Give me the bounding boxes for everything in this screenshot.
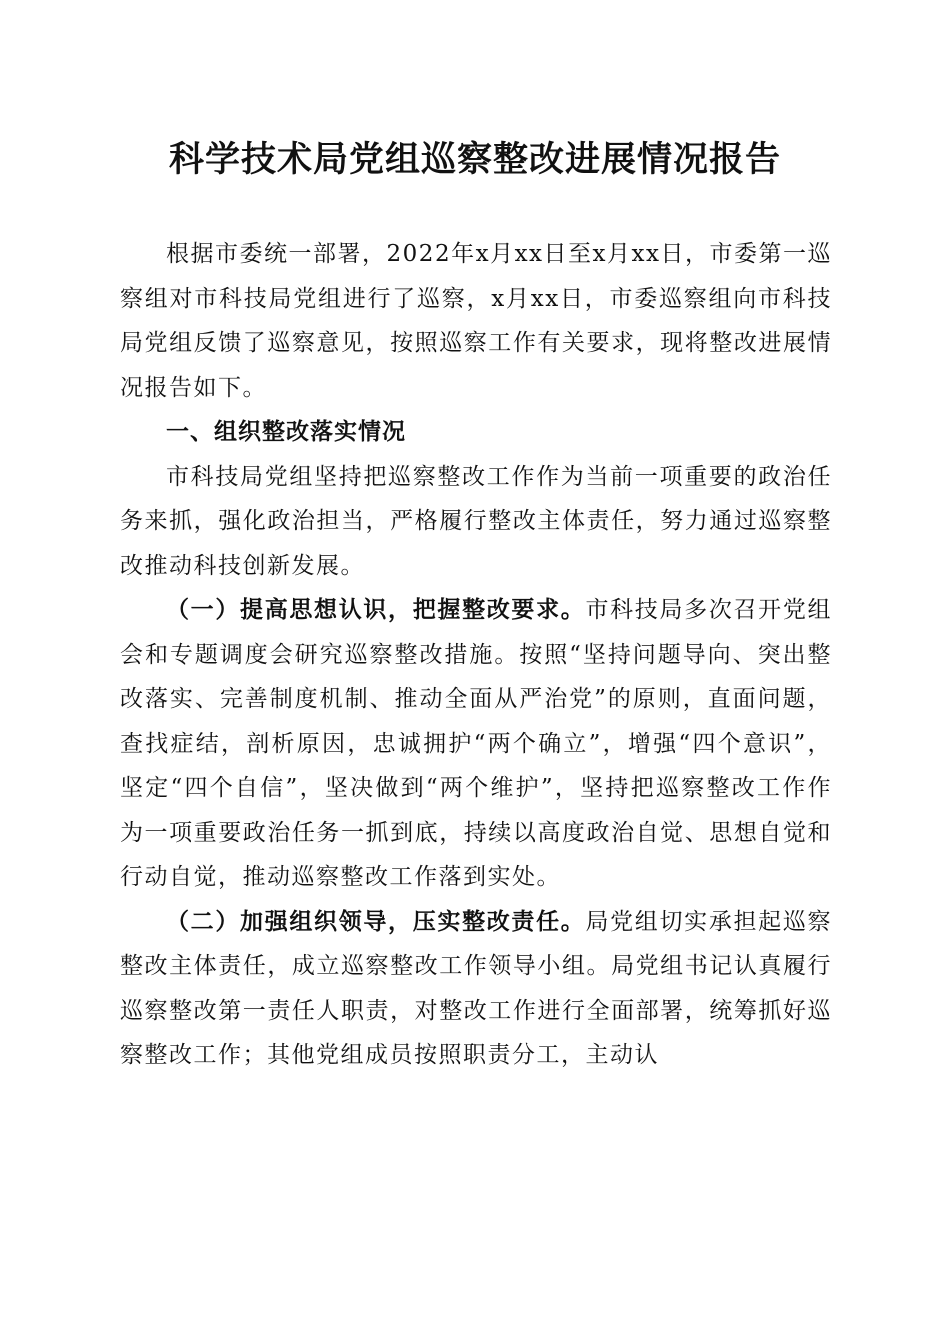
- section-1-paragraph: 市科技局党组坚持把巡察整改工作作为当前一项重要的政治任务来抓，强化政治担当，严格履行整改主体责任，努力通过巡察整改推动科技创新发展。: [120, 463, 832, 579]
- document-body: [120, 232, 832, 1078]
- document-title: 科学技术局党组巡察整改进展情况报告: [168, 139, 781, 180]
- item-2-lead: （二）加强组织领导，压实整改责任。: [166, 907, 586, 935]
- item-2-text: 局党组切实承担起巡察整改主体责任，成立巡察整改工作领导小组。局党组书记认真履行巡察整改第一责任人职责，对整改工作进行全面部署，统筹抓好巡察整改工作；其他党组成员按照职责分工，主动认: [120, 908, 833, 1068]
- intro-paragraph: 根据市委统一部署，2022年x月xx日至x月xx日，市委第一巡察组对市科技局党组进行了巡察，x月xx日，市委巡察组向市科技局党组反馈了巡察意见，按照巡察工作有关要求，现将整改进展情况报告如下。: [120, 241, 832, 401]
- item-1-text: 市科技局多次召开党组会和专题调度会研究巡察整改措施。按照“坚持问题导向、突出整改落实、完善制度机制、推动全面从严治党”的原则，直面问题，查找症结，剖析原因，忠诚拥护“两个确立”，增强“四个意识”，坚定“四个自信”，坚决做到“两个维护”，坚持把巡察整改工作作为一项重要政治任务一抓到底，持续以高度政治自觉、思想自觉和行动自觉，推动巡察整改工作落到实处。: [120, 597, 833, 890]
- item-1-lead: （一）提高思想认识，把握整改要求。: [166, 596, 586, 623]
- item-1-paragraph: [120, 588, 832, 900]
- item-2-paragraph: [120, 900, 832, 1078]
- section-heading-1: 一、组织整改落实情况: [166, 419, 406, 445]
